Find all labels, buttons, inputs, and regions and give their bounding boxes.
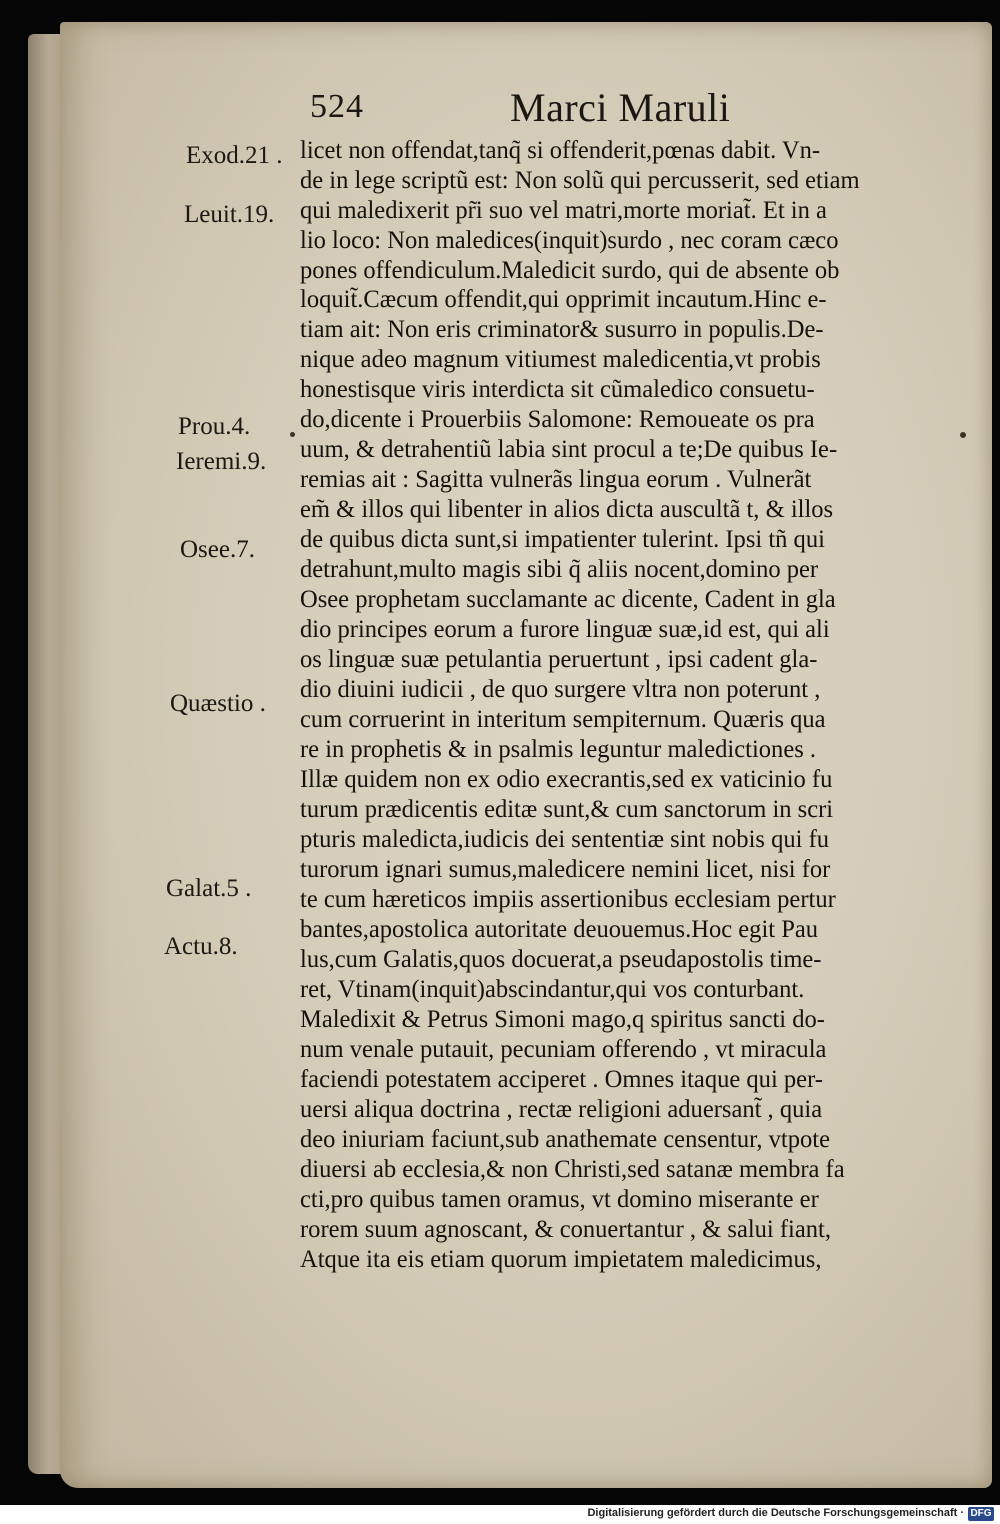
margin-note-osee: Osee.7. <box>180 536 255 563</box>
text-line: ret, Vtinam(inquit)abscindantur,qui vos conturbant. <box>300 976 805 1003</box>
text-line: te cum hæreticos impiis assertionibus ecclesiam pertur <box>300 886 836 913</box>
text-line: bantes,apostolica autoritate deuouemus.Hoc egit Pau <box>300 916 819 943</box>
text-line: Illæ quidem non ex odio execrantis,sed ex vaticinio fu <box>300 766 833 793</box>
text-line: Maledixit & Petrus Simoni mago,q spiritus sancti do- <box>300 1006 825 1033</box>
text-line: pones offendiculum.Maledicit surdo, qui de absente ob <box>300 257 840 284</box>
text-line: lus,cum Galatis,quos docuerat,a pseudapostolis time- <box>300 946 822 973</box>
text-line: loquit̃.Cæcum offendit,qui opprimit incautum.Hinc e- <box>300 286 827 313</box>
text-line: detrahunt,multo magis sibi q̃ aliis nocent,domino per <box>300 556 819 583</box>
running-title: Marci Maruli <box>510 85 731 130</box>
digitization-credit-bar <box>0 1505 1000 1524</box>
text-line: turum prædicentis editæ sunt,& cum sanctorum in scri <box>300 796 834 823</box>
text-line: licet non offendat,tanq̃ si offenderit,pœnas dabit. Vn- <box>300 137 821 164</box>
text-line: diuersi ab ecclesia,& non Christi,sed satanæ membra fa <box>300 1156 845 1183</box>
text-line: faciendi potestatem acciperet . Omnes itaque qui per- <box>300 1066 823 1093</box>
margin-note-actu: Actu.8. <box>164 933 238 960</box>
text-line: cum corruerint in interitum sempiternum. Quæris qua <box>300 706 826 733</box>
text-line: Osee prophetam succlamante ac dicente, Cadent in gla <box>300 586 836 613</box>
digitization-credit-text: Digitalisierung gefördert durch die Deutsche Forschungsgemeinschaft · <box>587 1507 964 1519</box>
margin-note-galat: Galat.5 . <box>166 875 252 902</box>
text-line: qui maledixerit pr̃i suo vel matri,morte moriat̃. Et in a <box>300 197 827 224</box>
text-line: dio principes eorum a furore linguæ suæ,id est, qui ali <box>300 616 830 643</box>
text-line: deo iniuriam faciunt,sub anathemate censentur, vtpote <box>300 1126 830 1153</box>
text-line: uersi aliqua doctrina , rectæ religioni aduersant̃ , quia <box>300 1096 823 1123</box>
text-line: de in lege scriptũ est: Non solũ qui percusserit, sed etiam <box>300 167 860 194</box>
margin-note-exod: Exod.21 . <box>186 142 283 169</box>
text-line: uum, & detrahentiũ labia sint procul a te;De quibus Ie- <box>300 436 838 463</box>
text-line: remias ait : Sagitta vulnerãs lingua eorum . Vulnerãt <box>300 466 812 493</box>
text-line: num venale putauit, pecuniam offerendo , vt miracula <box>300 1036 827 1063</box>
paper-speck <box>960 432 966 438</box>
folio-number: 524 <box>310 88 364 125</box>
text-line: tiam ait: Non eris criminator& susurro in populis.De- <box>300 316 824 343</box>
margin-note-prou: Prou.4. <box>178 413 251 440</box>
text-line: cti,pro quibus tamen oramus, vt domino miserante er <box>300 1186 819 1213</box>
text-line: os linguæ suæ petulantia peruertunt , ipsi cadent gla- <box>300 646 818 673</box>
margin-note-leuit: Leuit.19. <box>184 201 275 228</box>
text-line: do,dicente i Prouerbiis Salomone: Remoueate os pra <box>300 406 815 433</box>
text-line: re in prophetis & in psalmis leguntur maledictiones . <box>300 736 817 763</box>
text-line: Atque ita eis etiam quorum impietatem maledicimus, <box>300 1246 822 1273</box>
text-line: lio loco: Non maledices(inquit)surdo , nec coram cæco <box>300 227 839 254</box>
page-header <box>310 85 870 140</box>
text-line: em̃ & illos qui libenter in alios dicta auscultã t, & illos <box>300 496 834 523</box>
text-line: nique adeo magnum vitiumest maledicentia,vt probis <box>300 346 821 373</box>
text-line: pturis maledicta,iudicis dei sententiæ sint nobis qui fu <box>300 826 830 853</box>
dfg-logo: DFG <box>968 1507 994 1521</box>
text-line: honestisque viris interdicta sit cũmaledico consuetu- <box>300 376 815 403</box>
text-line: turorum ignari sumus,maledicere nemini licet, nisi for <box>300 856 831 883</box>
margin-note-quaestio: Quæstio . <box>170 690 266 717</box>
text-line: rorem suum agnoscant, & conuertantur , & salui fiant, <box>300 1216 832 1243</box>
paper-speck <box>290 432 295 437</box>
margin-note-ieremi: Ieremi.9. <box>176 448 267 475</box>
text-line: dio diuini iudicii , de quo surgere vltra non poterunt , <box>300 676 821 703</box>
text-line: de quibus dicta sunt,si impatienter tulerint. Ipsi tñ qui <box>300 526 825 553</box>
